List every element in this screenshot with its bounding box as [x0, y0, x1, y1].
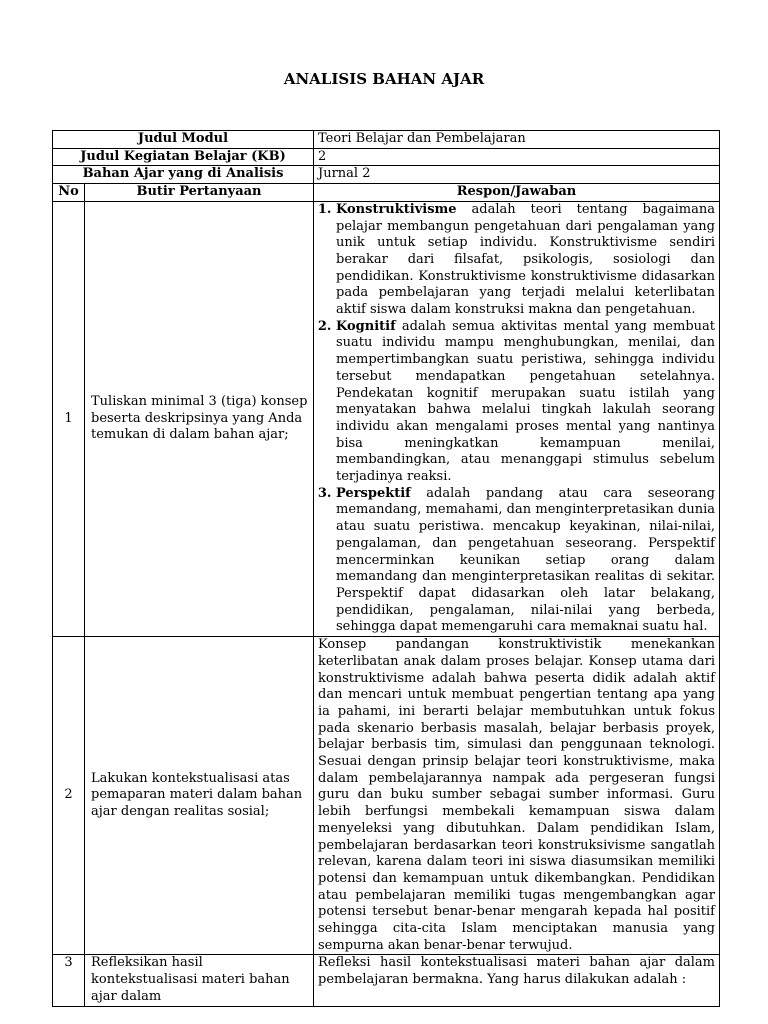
- meta-row-module: [53, 131, 720, 149]
- list-item: [336, 202, 715, 319]
- meta-label: Judul Modul: [53, 131, 314, 149]
- question-cell: Tuliskan minimal 3 (tiga) konsep beserta deskripsinya yang Anda temukan di dalam bahan ajar;: [85, 201, 314, 636]
- header-question: Butir Pertanyaan: [85, 184, 314, 202]
- header-answer: Respon/Jawaban: [314, 184, 720, 202]
- question-cell: Lakukan kontekstualisasi atas pemaparan materi dalam bahan ajar dengan realitas sosial;: [85, 637, 314, 955]
- meta-value: Teori Belajar dan Pembelajaran: [314, 131, 720, 149]
- concept-description: adalah teori tentang bagaimana pelajar membangun pengetahuan dari pengalaman yang unik untuk setiap individu. Konstruktivisme sendiri berakar dari filsafat, psikologis, sosiologi dan pendidikan. Konstruktivisme konstruktivisme didasarkan pada pembelajaran yang terjadi melalui keterlibatan aktif siswa dalam konstruksi makna dan pengetahuan.: [336, 201, 715, 318]
- table-row: [53, 201, 720, 636]
- row-number: 3: [53, 955, 85, 1006]
- concept-description: adalah semua aktivitas mental yang membuat suatu individu mampu menghubungkan, menilai, dan mempertimbangkan suatu peristiwa, sehingga individu tersebut mendapatkan pengetahuan setelahnya. Pendekatan kognitif merupakan suatu istilah yang menyatakan bahwa melalui tingkah lakulah seorang individu akan mengalami proses mental yang nantinya bisa meningkatkan kemampuan menilai, membandingkan, atau menanggapi stimulus sebelum terjadinya reaksi.: [336, 318, 715, 485]
- meta-value: 2: [314, 148, 720, 166]
- meta-row-kb: [53, 148, 720, 166]
- concept-term: Konstruktivisme: [336, 201, 457, 217]
- document-title: ANALISIS BAHAN AJAR: [283, 70, 485, 88]
- concept-term: Perspektif: [336, 485, 411, 501]
- concept-term: Kognitif: [336, 318, 396, 334]
- row-number: 2: [53, 637, 85, 955]
- analysis-table: [52, 130, 720, 1007]
- answer-cell: Refleksi hasil kontekstualisasi materi bahan ajar dalam pembelajaran bermakna. Yang harus dilakukan adalah :: [314, 955, 720, 1006]
- table-row: [53, 955, 720, 1006]
- meta-label: Bahan Ajar yang di Analisis: [53, 166, 314, 184]
- concept-description: adalah pandang atau cara seseorang memandang, memahami, dan menginterpretasikan dunia atau suatu peristiwa. mencakup keyakinan, nilai-nilai, pengalaman, dan pengetahuan seseorang. Perspektif mencerminkan keunikan setiap orang dalam memandang dan menginterpretasikan realitas di sekitar. Perspektif dapat didasarkan oleh latar belakang, pendidikan, pengalaman, nilai-nilai yang berbeda, sehingga dapat memengaruhi cara memaknai suatu hal.: [336, 485, 715, 635]
- question-cell: Refleksikan hasil kontekstualisasi materi bahan ajar dalam: [85, 955, 314, 1006]
- table-row: [53, 637, 720, 955]
- list-item: [336, 319, 715, 486]
- concept-list: [318, 202, 715, 636]
- answer-cell: Konsep pandangan konstruktivistik menekankan keterlibatan anak dalam proses belajar. Konsep utama dari konstruktivisme adalah bahwa peserta didik adalah aktif dan mencari untuk membuat pengertian tentang apa yang ia pahami, ini berarti belajar membutuhkan untuk fokus pada skenario berbasis masalah, belajar berbasis proyek, belajar berbasis tim, simulasi dan penggunaan teknologi. Sesuai dengan prinsip belajar teori konstruktivisme, maka dalam pembelajarannya nampak ada pergeseran fungsi guru dan buku sumber sebagai sumber informasi. Guru lebih berfungsi membekali kemampuan siswa dalam menyeleksi yang dibutuhkan. Dalam pendidikan Islam, pembelajaran berdasarkan teori konstruksivisme sangatlah relevan, karena dalam teori ini siswa diasumsikan memiliki potensi dan kemampuan untuk dikembangkan. Pendidikan atau pembelajaran memiliki tugas mengembangkan agar potensi tersebut benar-benar mengarah kepada hal positif sehingga cita-cita Islam menciptakan manusia yang sempurna akan benar-benar terwujud.: [314, 637, 720, 955]
- header-no: No: [53, 184, 85, 202]
- answer-cell: [314, 201, 720, 636]
- meta-value: Jurnal 2: [314, 166, 720, 184]
- row-number: 1: [53, 201, 85, 636]
- list-item: [336, 486, 715, 636]
- column-header-row: [53, 184, 720, 202]
- meta-row-material: [53, 166, 720, 184]
- meta-label: Judul Kegiatan Belajar (KB): [53, 148, 314, 166]
